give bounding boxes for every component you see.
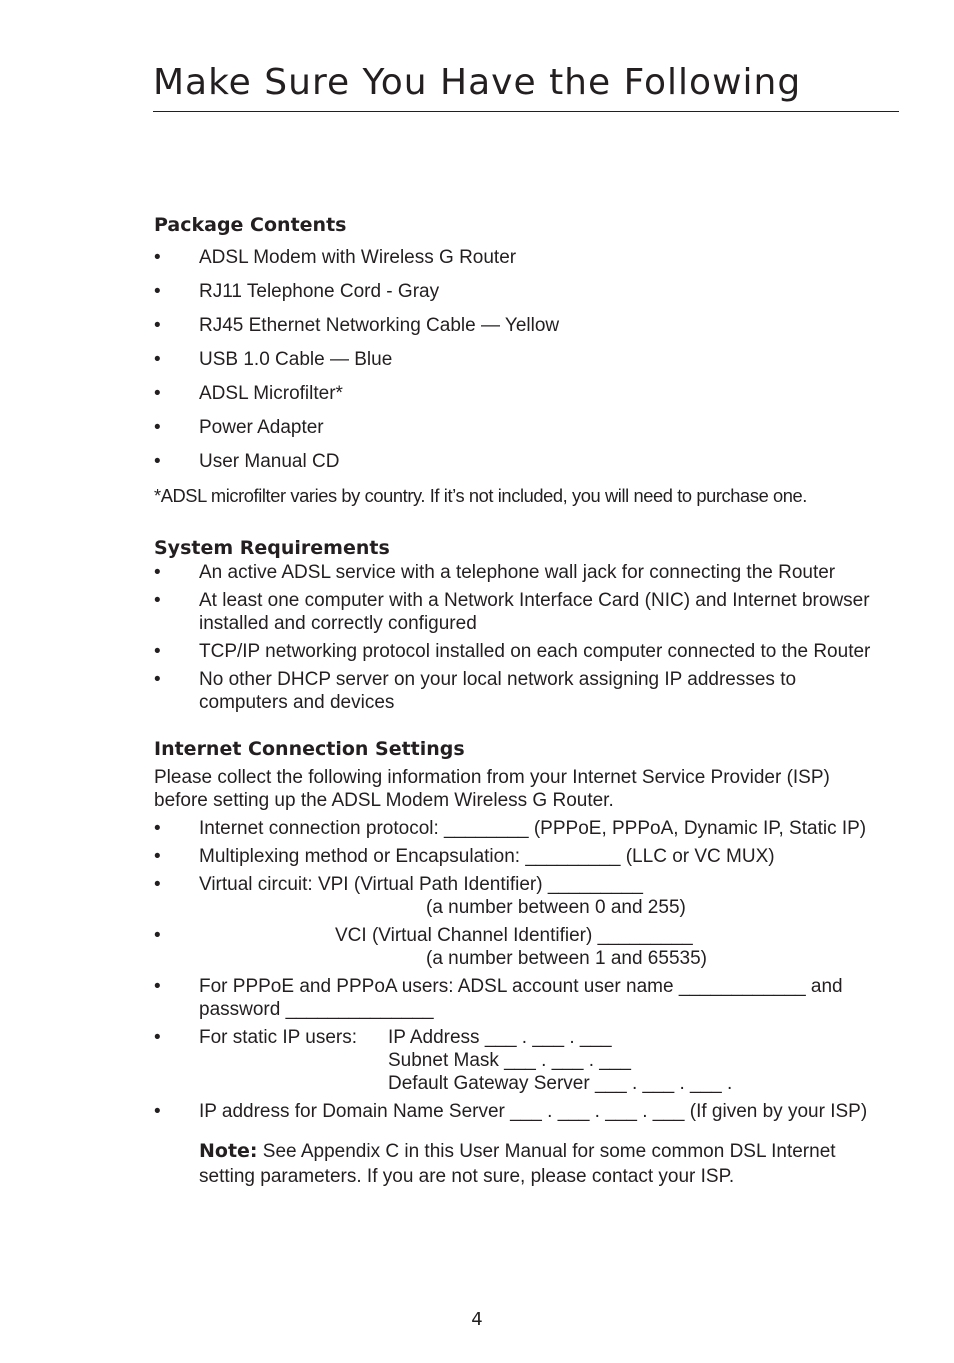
list-item: • RJ45 Ethernet Networking Cable — Yellow	[154, 313, 874, 347]
list-item: • An active ADSL service with a telephone wall jack for connecting the Router	[154, 561, 874, 584]
list-item: • Power Adapter	[154, 415, 874, 449]
package-contents-heading: Package Contents	[154, 214, 347, 236]
page-number: 4	[471, 1309, 483, 1330]
list-item-vci	[154, 924, 874, 970]
static-ip-label: • For static IP users:	[199, 1027, 358, 1048]
static-subnet-mask: Subnet Mask ___ . ___ . ___	[388, 1050, 631, 1071]
list-item: • No other DHCP server on your local network assigning IP addresses to computers and devices	[154, 668, 874, 714]
static-default-gateway: Default Gateway Server ___ . ___ . ___ .	[388, 1073, 733, 1094]
vpi-text: Virtual circuit: VPI (Virtual Path Identifier) _________	[199, 874, 643, 895]
list-item: • At least one computer with a Network Interface Card (NIC) and Internet browser installed and correctly configured	[154, 589, 874, 635]
vci-text: • VCI (Virtual Channel Identifier) _________	[335, 925, 693, 946]
list-item: • User Manual CD	[154, 449, 874, 483]
package-contents-list	[154, 245, 874, 483]
static-ip-address: IP Address ___ . ___ . ___	[388, 1027, 612, 1048]
list-item-pppoe: • For PPPoE and PPPoA users: ADSL account user name ____________ and password ______________	[154, 975, 874, 1021]
system-requirements-list	[154, 561, 874, 714]
list-item-dns: • IP address for Domain Name Server ___ . ___ . ___ . ___ (If given by your ISP)	[154, 1100, 874, 1123]
system-requirements-heading: System Requirements	[154, 537, 390, 559]
note-paragraph	[154, 1139, 874, 1189]
list-item-multiplexing: • Multiplexing method or Encapsulation: _________ (LLC or VC MUX)	[154, 845, 874, 868]
list-item: • USB 1.0 Cable — Blue	[154, 347, 874, 381]
vpi-range: (a number between 0 and 255)	[426, 897, 686, 918]
internet-settings-heading: Internet Connection Settings	[154, 738, 465, 760]
list-item-vpi	[154, 873, 874, 919]
note-label: Note:	[199, 1140, 258, 1162]
list-item-static-ip	[154, 1026, 874, 1095]
microfilter-footnote: *ADSL microfilter varies by country. If it’s not included, you will need to purchase one.	[154, 485, 807, 506]
page-title: Make Sure You Have the Following	[153, 62, 802, 103]
internet-settings-list	[154, 817, 874, 1123]
page-content	[154, 212, 874, 1189]
static-ip-values	[388, 1026, 732, 1095]
note-text: See Appendix C in this User Manual for some common DSL Internet setting parameters. If you are not sure, please contact your ISP.	[199, 1141, 836, 1187]
title-divider	[153, 111, 899, 112]
list-item: • TCP/IP networking protocol installed on each computer connected to the Router	[154, 640, 874, 663]
vci-range: (a number between 1 and 65535)	[426, 948, 707, 969]
list-item: • RJ11 Telephone Cord - Gray	[154, 279, 874, 313]
list-item: • ADSL Modem with Wireless G Router	[154, 245, 874, 279]
list-item-protocol: • Internet connection protocol: ________ (PPPoE, PPPoA, Dynamic IP, Static IP)	[154, 817, 874, 840]
internet-settings-intro: Please collect the following information from your Internet Service Provider (ISP) before setting up the ADSL Modem Wireless G Router.	[154, 767, 830, 811]
static-ip-block	[199, 1026, 874, 1095]
list-item: • ADSL Microfilter*	[154, 381, 874, 415]
